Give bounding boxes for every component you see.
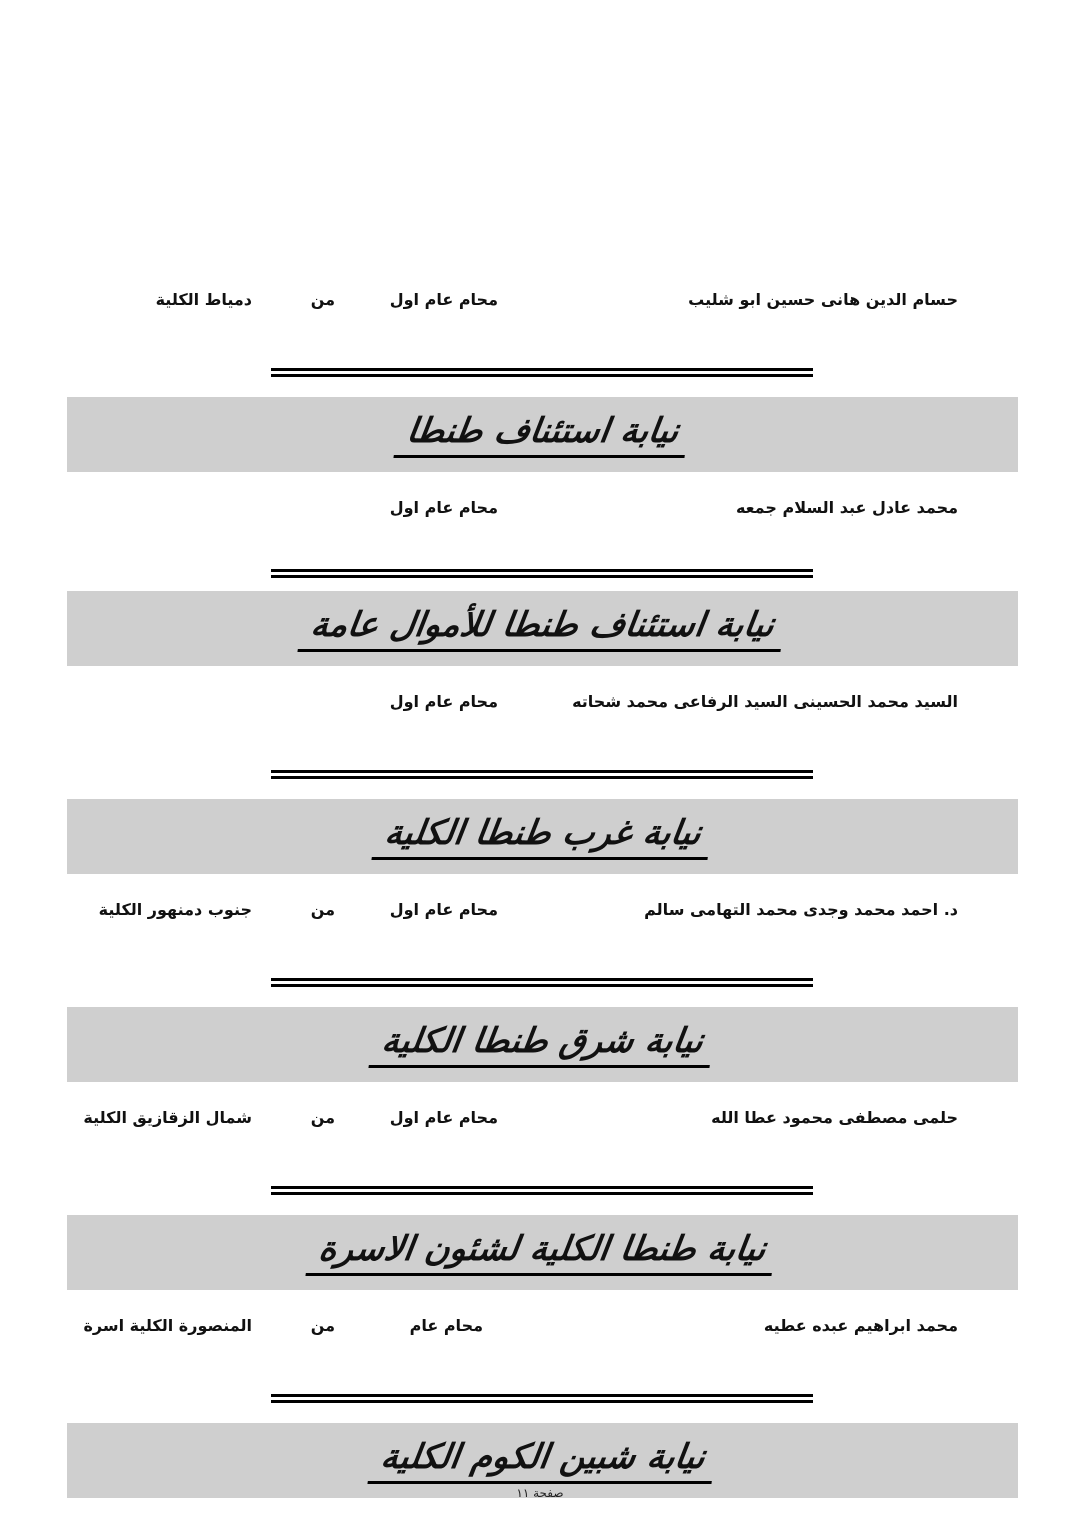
entry-from: من (310, 290, 335, 309)
entry-row (0, 280, 1080, 320)
entry-rank: محام عام اول (389, 290, 498, 309)
entry-from: من (310, 900, 335, 919)
section-header (67, 799, 1018, 874)
entry-row (0, 1098, 1080, 1138)
section-title: نيابة غرب طنطا الكلية (371, 809, 714, 860)
section-title: نيابة استئناف طنطا (393, 407, 692, 458)
section-title: نيابة شبين الكوم الكلية (367, 1433, 718, 1484)
section-header (67, 1215, 1018, 1290)
page-number: صفحة ١١ (516, 1486, 564, 1500)
entry-name: السيد محمد الحسينى السيد الرفاعى محمد شحاته (572, 692, 958, 711)
double-divider (271, 1186, 813, 1196)
entry-rank: محام عام اول (389, 1108, 498, 1127)
entry-origin: شمال الزقازيق الكلية (83, 1108, 252, 1127)
entry-rank: محام عام اول (389, 498, 498, 517)
section-title: نيابة طنطا الكلية لشئون الاسرة (306, 1225, 780, 1276)
entry-origin: جنوب دمنهور الكلية (98, 900, 252, 919)
double-divider (271, 1394, 813, 1404)
entry-origin: المنصورة الكلية اسرة (83, 1316, 252, 1335)
entry-name: د. احمد محمد وجدى محمد التهامى سالم (644, 900, 958, 919)
entry-row (0, 1306, 1080, 1346)
entry-row (0, 488, 1080, 528)
entry-origin: دمياط الكلية (155, 290, 252, 309)
section-header (67, 397, 1018, 472)
entry-from: من (310, 1108, 335, 1127)
entry-row (0, 890, 1080, 930)
entry-rank: محام عام اول (389, 900, 498, 919)
double-divider (271, 569, 813, 579)
section-title: نيابة استئناف طنطا للأموال عامة (298, 601, 788, 652)
section-title: نيابة شرق طنطا الكلية (369, 1017, 717, 1068)
double-divider (271, 770, 813, 780)
double-divider (271, 978, 813, 988)
entry-name: محمد عادل عبد السلام جمعه (735, 498, 958, 517)
section-header (67, 1007, 1018, 1082)
entry-from: من (310, 1316, 335, 1335)
double-divider (271, 368, 813, 378)
entry-rank: محام عام اول (389, 692, 498, 711)
entry-name: محمد ابراهيم عبده عطيه (763, 1316, 958, 1335)
entry-row (0, 682, 1080, 722)
entry-name: حلمى مصطفى محمود عطا الله (711, 1108, 958, 1127)
section-header (67, 591, 1018, 666)
entry-name: حسام الدين هانى حسين ابو شليب (688, 290, 958, 309)
entry-rank: محام عام (409, 1316, 483, 1335)
